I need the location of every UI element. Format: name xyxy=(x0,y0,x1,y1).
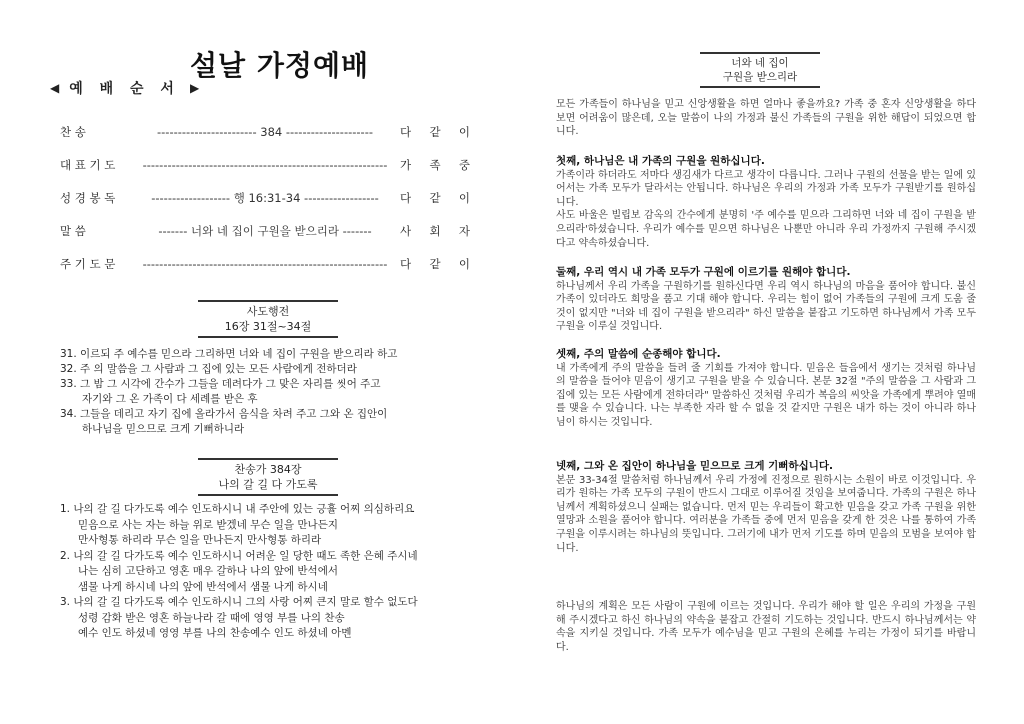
hymn-line: 3. 나의 갈 길 다가도록 예수 인도하시니 그의 사랑 어찌 큰지 말로 할수 없도다 xyxy=(60,596,418,608)
sermon-point-body: 하나님께서 우리 가족을 구원하기를 원하신다면 우리 역시 하나님의 마음을 품어야 합니다. 불신 가족이 있더라도 희망을 품고 기대 해야 합니다. 우리는 힘이 없어 가족들의 구원에 크게 도움 줄 것이 없지만 "너와 네 집이 구원을 받으리라" 하신 말씀을 붙잡고 기도하면 하나님께서 가족 모두 구원을 이루실 것입니다. xyxy=(556,280,976,333)
order-label: 말 씀 xyxy=(60,224,86,238)
sermon-point-body: 사도 바울은 빌립보 감옥의 간수에게 분명히 '주 예수를 믿으라 그리하면 너와 네 집이 구원을 받으리라'하셨습니다. 우리가 예수를 믿으면 하나님은 나뿐만 아니라 우리 가정까지 구원해 주시겠다고 약속하셨습니다. xyxy=(556,210,976,249)
order-leader xyxy=(390,124,470,140)
hymn-title xyxy=(198,458,338,496)
order-leader-char: 자 xyxy=(458,224,470,238)
order-detail: ------------------------ 384 --------------------- xyxy=(157,125,373,139)
order-leader xyxy=(390,256,470,272)
order-row xyxy=(60,122,470,142)
hymn-name: 나의 갈 길 다 가도록 xyxy=(218,478,318,491)
order-leader-char: 족 xyxy=(429,158,441,172)
hymn-line: 1. 나의 갈 길 다가도록 예수 인도하시니 내 주안에 있는 긍휼 어찌 의심하리요 xyxy=(60,503,415,515)
hymn-line: 믿음으로 사는 자는 하늘 위로 받겠네 무슨 일을 만나든지 xyxy=(78,518,338,531)
order-detail: ------------------- 행 16:31-34 ------------------ xyxy=(151,191,379,205)
scripture-book: 사도행전 xyxy=(246,305,290,318)
order-leader xyxy=(390,157,470,173)
order-leader-char: 다 xyxy=(400,125,412,139)
order-label: 주 기 도 문 xyxy=(60,257,116,271)
sermon-point xyxy=(556,155,976,250)
order-row xyxy=(60,188,470,208)
order-row xyxy=(60,254,470,274)
order-label: 성 경 봉 독 xyxy=(60,191,116,205)
order-leader-char: 이 xyxy=(458,257,470,271)
sermon-point-heading: 셋째, 주의 말씀에 순종해야 합니다. xyxy=(556,348,721,360)
order-detail: ----------------------------------------------------------- xyxy=(142,257,388,271)
verse-line: 자기와 그 온 가족이 다 세례를 받은 후 xyxy=(82,393,258,405)
sermon-closing: 하나님의 계획은 모든 사람이 구원에 이르는 것입니다. 우리가 해야 할 일은 우리의 가정을 구원해 주시겠다고 하신 하나님의 약속을 붙잡고 간절히 기도하는 것입니다. 반드시 하나님께서는 약속을 지키실 것입니다. 가족 모두가 예수님을 믿고 구원의 은혜를 누리는 가정이 되기를 바랍니다. xyxy=(556,601,976,653)
scripture-verses xyxy=(60,347,480,437)
sermon-point-body: 내 가족에게 주의 말씀을 들려 줄 기회를 가져야 합니다. 믿음은 들음에서 생기는 것처럼 하나님의 말씀을 들어야 믿음이 생기고 구원을 받을 수 있습니다. 본문 32절 "주의 말씀을 그 사람과 그 집에 있는 모든 사람에게 전하더라" 말씀하신 것처럼 우리가 복음의 씨앗을 가족에게 뿌려야 열매를 맺을 수 있습니다. 나는 부족한 자라 할 수 없을 것 같지만 구원은 내가 하는 것이 아니라 하나님이 하시는 것입니다. xyxy=(556,362,976,428)
order-leader-char: 다 xyxy=(400,257,412,271)
order-leader xyxy=(390,190,470,206)
order-leader-char: 가 xyxy=(400,158,412,172)
order-detail: ------- 너와 네 집이 구원을 받으리라 ------- xyxy=(158,224,372,238)
order-leader-char: 같 xyxy=(429,191,441,205)
order-leader-char: 이 xyxy=(458,125,470,139)
order-leader-char: 중 xyxy=(458,158,470,172)
sermon-title-line: 구원을 받으리라 xyxy=(722,71,798,83)
hymn-line: 샘물 나게 하시네 나의 앞에 반석에서 샘물 나게 하시네 xyxy=(78,580,328,593)
sermon-point-heading: 둘째, 우리 역시 내 가족 모두가 구원에 이르기를 원해야 합니다. xyxy=(556,266,851,278)
order-row xyxy=(60,221,470,241)
sermon-point-heading: 넷째, 그와 온 집안이 하나님을 믿으므로 크게 기뻐하십니다. xyxy=(556,460,833,472)
order-row xyxy=(60,155,470,175)
scripture-range: 16장 31절~34절 xyxy=(224,320,312,333)
hymn-number: 찬송가 384장 xyxy=(234,463,302,476)
triangle-right-icon: ▶ xyxy=(189,81,200,95)
order-heading-label: 예 배 순 서 xyxy=(69,81,180,97)
sermon-title xyxy=(700,52,820,88)
hymn-line: 2. 나의 갈 길 다가도록 예수 인도하시니 어려운 일 당한 때도 족한 은혜 주시네 xyxy=(60,549,418,562)
hymn-lyrics xyxy=(60,502,500,642)
hymn-line: 성령 감화 받은 영혼 하늘나라 갈 때에 영영 부를 나의 찬송 xyxy=(78,611,345,624)
order-leader-char: 같 xyxy=(429,125,441,139)
hymn-line: 예수 인도 하셨네 영영 부를 나의 찬송예수 인도 하셨네 아멘 xyxy=(78,627,352,639)
order-leader-char: 회 xyxy=(429,224,441,238)
triangle-left-icon: ◀ xyxy=(50,81,60,95)
sermon-intro: 모든 가족들이 하나님을 믿고 신앙생활을 하면 얼마나 좋을까요? 가족 중 혼자 신앙생활을 하다보면 어려움이 많은데, 오늘 말씀이 나의 가정과 불신 가족들의 구원을 위한 해답이 되었으면 합니다. xyxy=(556,99,976,138)
scripture-title xyxy=(198,300,338,338)
verse-line: 32. 주 의 말씀을 그 사람과 그 집에 있는 모든 사람에게 전하더라 xyxy=(60,363,357,375)
sermon-point xyxy=(556,266,976,334)
verse-line: 하나님을 믿으므로 크게 기뻐하니라 xyxy=(82,423,245,435)
order-leader-char: 이 xyxy=(458,191,470,205)
sermon-point xyxy=(556,460,976,555)
order-label: 찬 송 xyxy=(60,125,86,139)
order-label: 대 표 기 도 xyxy=(60,158,116,172)
sermon-point-body: 본문 33-34절 말씀처럼 하나님께서 우리 가정에 진정으로 원하시는 소원이 바로 이것입니다. 우리가 원하는 가족 모두의 구원이 반드시 그대로 이루어질 것임을 보여줍니다. 가족의 구원은 하나님께서 계획하셨으니 실패는 없습니다. 먼저 믿는 우리들이 확고한 믿음을 갖고 가족 구원을 위한 열망과 소원을 품어야 합니다. 여러분을 가족들 중에 먼저 믿음을 갖게 한 것은 나를 통하여 가족 구원을 이루시려는 하나님의 뜻입니다. 그러기에 내가 먼저 기도를 하며 믿음의 모범을 보여야 합니다. xyxy=(556,474,976,554)
order-leader-char: 사 xyxy=(400,224,412,238)
page-title: 설날 가정예배 xyxy=(190,49,370,82)
hymn-line: 만사형통 하리라 무슨 일을 만나든지 만사형통 하리라 xyxy=(78,534,322,546)
verse-line: 31. 이르되 주 예수를 믿으라 그리하면 너와 네 집이 구원을 받으리라 하고 xyxy=(60,348,398,360)
verse-line: 33. 그 밤 그 시각에 간수가 그들을 데려다가 그 맞은 자리를 씻어 주고 xyxy=(60,378,381,390)
sermon-point-body: 가족이라 하더라도 저마다 생김새가 다르고 생각이 다릅니다. 그러나 구원의 선물을 받는 일에 있어서는 가족 모두가 달라서는 안됩니다. 하나님은 우리의 가정과 가족 모두가 구원받기를 원하십니다. xyxy=(556,169,976,208)
order-detail: ----------------------------------------------------------- xyxy=(142,158,388,172)
verse-line: 34. 그들을 데리고 자기 집에 올라가서 음식을 차려 주고 그와 온 집안이 xyxy=(60,408,388,420)
order-leader xyxy=(390,223,470,239)
order-heading xyxy=(50,78,199,98)
hymn-line: 나는 심히 고단하고 영혼 매우 갈하나 나의 앞에 반석에서 xyxy=(78,565,338,577)
sermon-point-heading: 첫째, 하나님은 내 가족의 구원을 원하십니다. xyxy=(556,155,765,167)
sermon-title-line: 너와 네 집이 xyxy=(731,57,789,69)
order-leader-char: 같 xyxy=(429,257,441,271)
order-leader-char: 다 xyxy=(400,191,412,205)
sermon-point xyxy=(556,348,976,430)
